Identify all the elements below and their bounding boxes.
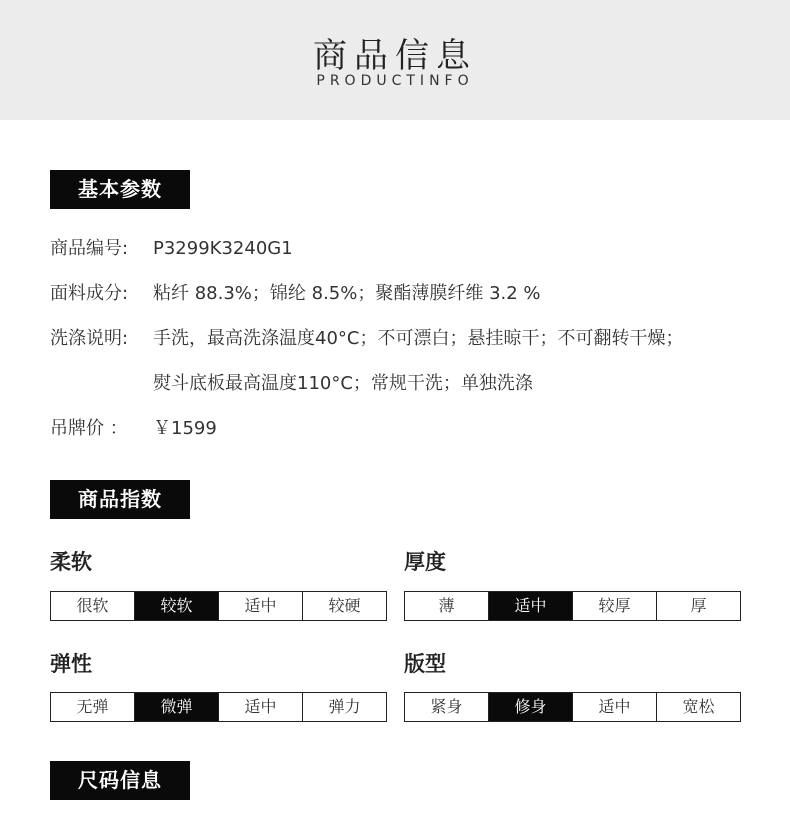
param-product-code <box>50 235 293 263</box>
scale-option: 修身 <box>488 693 572 721</box>
section-product-index: 商品指数 <box>50 480 190 519</box>
param-wash-instructions-cont <box>50 370 533 398</box>
scale-option: 适中 <box>218 592 302 620</box>
scale-option: 厚 <box>656 592 740 620</box>
scale-option: 宽松 <box>656 693 740 721</box>
softness-scale <box>50 591 387 621</box>
section-basic-params: 基本参数 <box>50 170 190 209</box>
scale-option: 适中 <box>572 693 656 721</box>
param-value: ￥1599 <box>153 418 217 439</box>
param-fabric <box>50 280 541 308</box>
param-label: 商品编号: <box>50 238 129 259</box>
param-label: 洗涤说明: <box>50 328 129 349</box>
section-size-info: 尺码信息 <box>50 761 190 800</box>
index-title-thickness: 厚度 <box>404 550 446 574</box>
index-title-softness: 柔软 <box>50 550 92 574</box>
page-subtitle: PRODUCTINFO <box>316 73 474 89</box>
thickness-scale <box>404 591 741 621</box>
param-label: 面料成分: <box>50 283 129 304</box>
param-value: P3299K3240G1 <box>153 238 293 259</box>
index-title-elasticity: 弹性 <box>50 652 92 676</box>
scale-option: 适中 <box>218 693 302 721</box>
scale-option: 弹力 <box>302 693 386 721</box>
fit-scale <box>404 692 741 722</box>
scale-option: 很软 <box>76 596 109 615</box>
scale-option: 紧身 <box>430 697 463 716</box>
param-price <box>50 415 217 443</box>
scale-option: 无弹 <box>76 697 109 716</box>
scale-option: 适中 <box>488 592 572 620</box>
page-title: 商品信息 <box>313 36 477 76</box>
param-value-line2: 熨斗底板最高温度110°C；常规干洗；单独洗涤 <box>153 373 533 394</box>
elasticity-scale <box>50 692 387 722</box>
index-title-fit: 版型 <box>404 652 446 676</box>
header-banner <box>0 0 790 120</box>
param-value: 粘纤 88.3%；锦纶 8.5%；聚酯薄膜纤维 3.2 % <box>153 283 541 304</box>
scale-option: 较厚 <box>572 592 656 620</box>
scale-option: 微弹 <box>134 693 218 721</box>
param-label: 吊牌价 ： <box>50 418 128 439</box>
param-wash-instructions <box>50 325 683 353</box>
scale-option: 较软 <box>134 592 218 620</box>
param-value-line1: 手洗，最高洗涤温度40°C；不可漂白；悬挂晾干；不可翻转干燥； <box>153 328 684 349</box>
scale-option: 较硬 <box>302 592 386 620</box>
scale-option: 薄 <box>438 596 455 615</box>
